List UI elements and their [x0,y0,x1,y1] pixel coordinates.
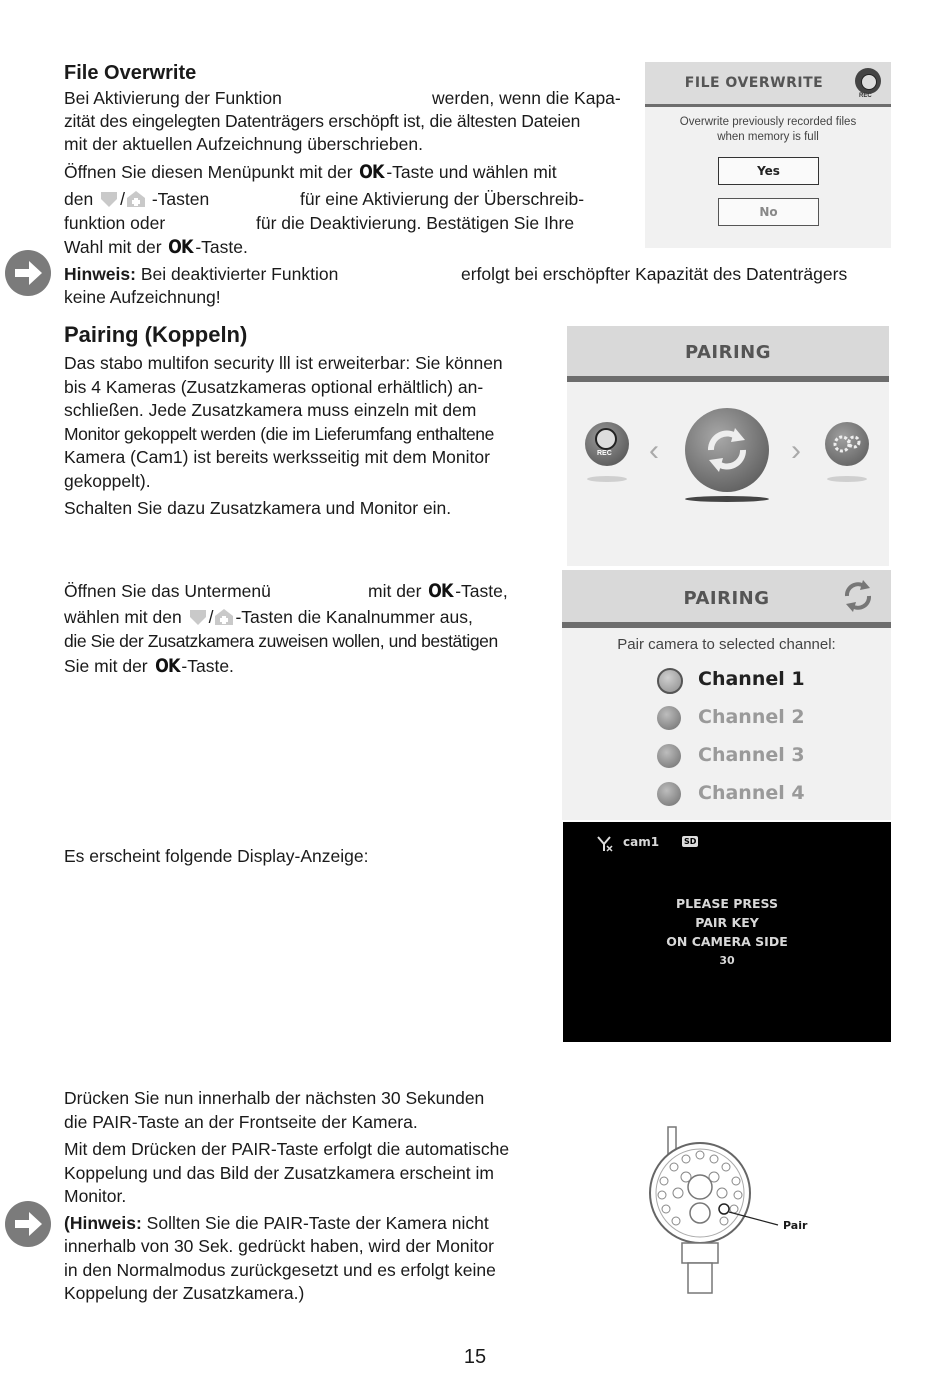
pairing-intro: Das stabo multifon security lll ist erweiterbar: Sie können bis 4 Kameras (Zusatzkameras optional erhältlich) an- schließen. Jede Zusatzkamera muss einzeln mit dem Monitor gekoppelt werden (die im Lieferumfang enthaltene Kamera (Cam1) ist bereits werksseitig mit dem Monitor gekoppelt). Schalten Sie dazu Zusatzkamera und Monitor ein. [64,353,503,518]
channel-radio-3[interactable] [657,744,681,768]
camera-front-illustration [640,1125,830,1295]
note-arrow-icon [5,250,51,296]
ok-key-icon: OK [359,161,385,183]
down-key-icon [98,190,120,208]
cam-indicator: cam1 [623,835,660,849]
channel-1-option[interactable]: Channel 1 [698,668,805,690]
rec-menu-icon[interactable]: REC [585,422,629,466]
page-number: 15 [463,1346,487,1368]
pair-wait-screen [563,822,891,1042]
fo-step-line-3a: funktion oder [64,213,166,233]
file-overwrite-screen: FILE OVERWRITE REC Overwrite previously recorded files when memory is full Yes No [645,62,891,248]
fo-line-3: mit der aktuellen Aufzeichnung überschrieben. [64,134,423,154]
fo-step-line-2d: für eine Aktivierung der Überschreib- [300,189,585,209]
pairing-icon[interactable] [685,408,769,492]
file-overwrite-heading: File Overwrite [64,62,197,84]
fo-step-line-2: den / -Tasten [64,189,210,209]
pair-subtitle: Pair camera to selected channel: [617,636,836,653]
screen-desc-1: Overwrite previously recorded files [679,116,857,128]
display-intro-text: Es erscheint folgende Display-Anzeige: [64,846,369,866]
up-plus-key-icon [125,190,147,208]
fo-note-line-1b: erfolgt bei erschöpfter Kapazität des Datenträgers [461,264,848,284]
fo-line-1b: werden, wenn die Kapa- [432,88,621,108]
fo-step-line-4: Wahl mit der OK -Taste. [64,236,248,258]
no-signal-icon [595,834,613,852]
pairing-channel-screen [562,570,891,820]
chevron-right-icon[interactable]: › [791,434,801,467]
fo-note-line-2: keine Aufzeichnung! [64,287,221,307]
ok-key-icon: OK [168,236,194,258]
fo-line-1a: Bei Aktivierung der Funktion [64,88,282,108]
pair-wait-message: PLEASE PRESS PAIR KEY ON CAMERA SIDE 30 [666,896,788,967]
note-arrow-icon [5,1201,51,1247]
fo-line-2: zität des eingelegten Datenträgers erschöpft ist, die ältesten Dateien [64,111,581,131]
channel-radio-2[interactable] [657,706,681,730]
pairing-menu-screen [567,326,889,566]
fo-step-line-3b: für die Deaktivierung. Bestätigen Sie Ihre [256,213,575,233]
fo-step-line-1: Öffnen Sie diesen Menüpunkt mit der OK -Taste und wählen mit [64,161,557,183]
sd-card-icon: SD [684,837,697,846]
pair-step-line-3: die Sie der Zusatzkamera zuweisen wollen, und bestätigen [64,631,498,651]
ok-key-icon: OK [154,655,180,677]
channel-3-option[interactable]: Channel 3 [698,744,805,766]
ok-key-icon: OK [428,580,454,602]
no-option-button[interactable]: No [718,198,819,226]
pairing-heading: Pairing (Koppeln) [64,322,248,347]
down-key-icon [187,608,209,626]
yes-option-button[interactable]: Yes [718,157,819,185]
rec-icon [855,68,881,94]
pair-press-text: Drücken Sie nun innerhalb der nächsten 30 Sekunden die PAIR-Taste an der Frontseite der Kamera. Mit dem Drücken der PAIR-Taste erfolgt die automatische Koppelung und das Bild der Zusatzkamera erscheint im Monitor. (Hinweis: Sollten Sie die PAIR-Taste der Kamera nicht innerhalb von 30 Sek. gedrückt haben, wird der Monitor in den Normalmodus zurückgesetzt und es erfolgt keine Koppelung der Zusatzkamera.) [64,1088,510,1303]
pair-step-line-4: Sie mit der OK -Taste. [64,655,234,677]
screen-desc-2: when memory is full [717,131,819,143]
channel-2-option[interactable]: Channel 2 [698,706,805,728]
screen-title: PAIRING [684,342,772,363]
chevron-left-icon[interactable]: ‹ [649,434,659,467]
channel-radio-4[interactable] [657,782,681,806]
pair-step-line-2: wählen mit den / -Tasten die Kanalnummer aus, [64,607,473,627]
channel-4-option[interactable]: Channel 4 [698,782,805,804]
pair-step-line-1a: Öffnen Sie das Untermenü [64,581,271,601]
settings-gears-icon[interactable] [825,422,869,466]
channel-radio-1[interactable] [657,668,683,694]
pairing-sync-icon [837,575,879,617]
up-plus-key-icon [213,608,235,626]
fo-note-line-1a: Hinweis: Bei deaktivierter Funktion [64,264,339,284]
pair-step-line-1b: mit der OK -Taste, [368,580,508,602]
screen-title: FILE OVERWRITE [684,75,824,91]
pair-key-label: Pair [783,1219,808,1232]
screen-title: PAIRING [683,588,770,609]
